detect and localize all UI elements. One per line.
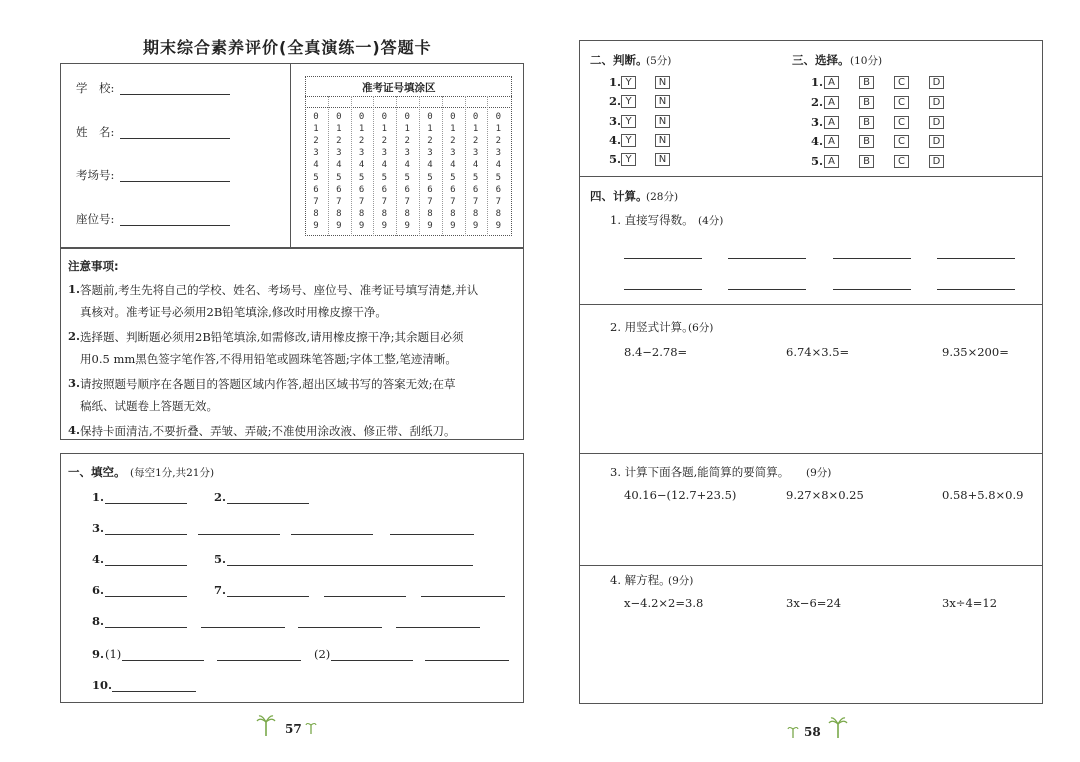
- grid-digit-bubble[interactable]: 6: [381, 184, 388, 195]
- grid-digit-bubble[interactable]: 3: [495, 148, 502, 159]
- grid-digit-bubble[interactable]: 1: [313, 124, 319, 135]
- calc-title: 四、计算。: [590, 189, 648, 203]
- judge-option-y[interactable]: Y: [621, 95, 636, 108]
- grid-digit-bubble[interactable]: 2: [495, 136, 502, 147]
- palm-tree-icon: [828, 716, 848, 738]
- judge-option-n[interactable]: N: [655, 153, 670, 166]
- grid-digit-bubble[interactable]: 8: [495, 208, 502, 219]
- choice-option-d[interactable]: D: [929, 96, 944, 109]
- blank-q10-num: 10.: [92, 678, 113, 692]
- grid-digit-bubble[interactable]: 5: [472, 172, 479, 183]
- calc-q4-item-2: 3x−6=24: [786, 596, 842, 610]
- section-divider-1: [579, 176, 1043, 177]
- grid-digit-bubble[interactable]: 2: [427, 136, 433, 147]
- choice-option-b[interactable]: B: [859, 96, 874, 109]
- grid-digit-bubble[interactable]: 2: [472, 136, 479, 147]
- calc-q1-answer-1[interactable]: [624, 258, 702, 259]
- notice-item-3-num: 3.: [68, 376, 81, 390]
- judge-option-y[interactable]: Y: [621, 134, 636, 147]
- calc-q1-answer-5[interactable]: [624, 289, 702, 290]
- calc-q1-answer-4[interactable]: [937, 258, 1015, 259]
- grid-digit-bubble[interactable]: 2: [313, 136, 319, 147]
- grid-digit-bubble[interactable]: 9: [336, 220, 342, 231]
- notice-item-1-num: 1.: [68, 282, 81, 296]
- choice-q-num: 1.: [811, 75, 824, 89]
- calc-q1-answer-6[interactable]: [728, 289, 806, 290]
- blank-q7-num: 7.: [214, 583, 227, 597]
- name-label: 姓 名:: [76, 125, 115, 139]
- grid-digit-bubble[interactable]: 5: [495, 172, 502, 183]
- grid-digit-bubble[interactable]: 2: [381, 136, 388, 147]
- grid-digit-bubble[interactable]: 0: [336, 112, 342, 122]
- grid-digit-bubble[interactable]: 7: [313, 196, 319, 207]
- grid-digit-bubble[interactable]: 9: [472, 220, 479, 231]
- calc-q3-title: 3. 计算下面各题,能简算的要简算。: [610, 465, 790, 479]
- judge-q-num: 4.: [609, 132, 622, 147]
- name-field[interactable]: [120, 138, 230, 139]
- grid-digit-bubble[interactable]: 8: [313, 208, 319, 219]
- grid-digit-bubble[interactable]: 5: [427, 172, 433, 183]
- choice-option-b[interactable]: B: [859, 76, 874, 89]
- calc-q2-item-1: 8.4−2.78=: [624, 345, 688, 359]
- choice-option-a[interactable]: A: [824, 116, 839, 129]
- blank-q2-num: 2.: [214, 490, 227, 504]
- grid-digit-bubble[interactable]: 8: [358, 208, 365, 219]
- palm-tree-icon: [256, 714, 276, 736]
- grid-digit-bubble[interactable]: 1: [427, 124, 433, 135]
- calc-q2-item-3: 9.35×200=: [942, 345, 1009, 359]
- judge-option-n[interactable]: N: [655, 115, 670, 128]
- grid-digit-bubble[interactable]: 8: [381, 208, 388, 219]
- grid-digit-bubble[interactable]: 1: [495, 124, 502, 135]
- grid-digit-bubble[interactable]: 3: [381, 148, 388, 159]
- choice-option-b[interactable]: B: [859, 116, 874, 129]
- judge-option-n[interactable]: N: [655, 95, 670, 108]
- calc-q1-answer-3[interactable]: [833, 258, 911, 259]
- grid-digit-bubble[interactable]: 7: [381, 196, 388, 207]
- notice-item-3-line1: 请按照题号顺序在各题目的答题区域内作答,超出区域书写的答案无效;在草: [80, 377, 456, 391]
- grid-digit-bubble[interactable]: 6: [427, 184, 433, 195]
- grid-digit-bubble[interactable]: 0: [404, 112, 410, 122]
- grid-digit-bubble[interactable]: 7: [495, 196, 502, 207]
- blank-q8-answer-2[interactable]: [201, 627, 285, 628]
- blank-q3-answer-1[interactable]: [105, 534, 187, 535]
- blank-q6-answer[interactable]: [105, 596, 187, 597]
- judge-option-n[interactable]: N: [655, 134, 670, 147]
- grid-digit-bubble[interactable]: 2: [404, 136, 410, 147]
- grid-digit-bubble[interactable]: 9: [358, 220, 365, 231]
- grid-digit-bubble[interactable]: 4: [381, 160, 388, 171]
- grid-digit-bubble[interactable]: 7: [358, 196, 365, 207]
- grid-column-divider: [373, 96, 374, 236]
- grid-digit-bubble[interactable]: 9: [450, 220, 456, 231]
- calc-q3-score: (9分): [806, 467, 832, 479]
- grid-digit-bubble[interactable]: 1: [336, 124, 342, 135]
- fill-blank-score: (每空1分,共21分): [130, 467, 215, 479]
- admission-grid-title: 准考证号填涂区: [362, 82, 436, 94]
- grid-digit-bubble[interactable]: 2: [358, 136, 365, 147]
- grid-column-divider: [487, 96, 488, 236]
- grid-digit-bubble[interactable]: 0: [313, 112, 319, 122]
- grid-digit-bubble[interactable]: 9: [427, 220, 433, 231]
- blank-q4-answer[interactable]: [105, 565, 187, 566]
- blank-q9-sub1-answer-1[interactable]: [122, 660, 204, 661]
- school-label: 学 校:: [76, 81, 115, 95]
- grid-column-divider: [396, 96, 397, 236]
- grid-digit-bubble[interactable]: 1: [450, 124, 456, 135]
- grid-column-divider: [328, 96, 329, 236]
- blank-q7-answer-3[interactable]: [421, 596, 505, 597]
- grid-digit-bubble[interactable]: 4: [358, 160, 365, 171]
- grid-digit-bubble[interactable]: 5: [358, 172, 365, 183]
- grid-digit-bubble[interactable]: 5: [336, 172, 342, 183]
- blank-q9-sub2-answer-1[interactable]: [331, 660, 413, 661]
- choice-option-c[interactable]: C: [894, 135, 909, 148]
- choice-score: (10分): [850, 55, 883, 67]
- grid-digit-bubble[interactable]: 9: [495, 220, 502, 231]
- grid-digit-bubble[interactable]: 2: [336, 136, 342, 147]
- calc-q2-score: (6分): [688, 322, 714, 334]
- choice-option-c[interactable]: C: [894, 116, 909, 129]
- grid-digit-bubble[interactable]: 3: [472, 148, 479, 159]
- grid-digit-bubble[interactable]: 6: [495, 184, 502, 195]
- fill-blank-section: [60, 453, 524, 703]
- grid-column-divider: [419, 96, 420, 236]
- grid-digit-bubble[interactable]: 5: [450, 172, 456, 183]
- choice-q-num: 3.: [811, 114, 824, 129]
- grid-digit-bubble[interactable]: 7: [404, 196, 410, 207]
- blank-q4-num: 4.: [92, 552, 105, 566]
- blank-q8-answer-4[interactable]: [396, 627, 480, 628]
- grid-digit-bubble[interactable]: 8: [404, 208, 410, 219]
- blank-q3-num: 3.: [92, 521, 105, 535]
- grid-digit-bubble[interactable]: 6: [336, 184, 342, 195]
- blank-q1-num: 1.: [92, 490, 105, 504]
- judge-q-num: 1.: [609, 75, 622, 89]
- blank-q7-answer-2[interactable]: [324, 596, 406, 597]
- grid-digit-bubble[interactable]: 4: [495, 160, 502, 171]
- calc-q1-answer-8[interactable]: [937, 289, 1015, 290]
- blank-q6-num: 6.: [92, 583, 105, 597]
- choice-option-d[interactable]: D: [929, 155, 944, 168]
- grid-digit-bubble[interactable]: 9: [313, 220, 319, 231]
- exam-room-label: 考场号:: [76, 168, 115, 182]
- blank-q5-num: 5.: [214, 552, 227, 566]
- calc-q1-answer-7[interactable]: [833, 289, 911, 290]
- grid-digit-bubble[interactable]: 3: [450, 148, 456, 159]
- grid-digit-bubble[interactable]: 1: [381, 124, 388, 135]
- calc-q3-item-1: 40.16−(12.7+23.5): [624, 488, 737, 502]
- notice-item-1-line2: 真核对。准考证号必须用2B铅笔填涂,修改时用橡皮擦干净。: [80, 305, 387, 319]
- blank-q3-answer-2[interactable]: [198, 534, 280, 535]
- choice-option-c[interactable]: C: [894, 76, 909, 89]
- judge-title: 二、判断。: [590, 53, 648, 67]
- grid-digit-bubble[interactable]: 4: [404, 160, 410, 171]
- grid-digit-bubble[interactable]: 0: [472, 112, 479, 122]
- grid-digit-bubble[interactable]: 1: [358, 124, 365, 135]
- calc-q2-title: 2. 用竖式计算。: [610, 320, 694, 334]
- grid-column-divider: [465, 96, 466, 236]
- blank-q9-sub1-answer-2[interactable]: [217, 660, 301, 661]
- calc-q3-item-2: 9.27×8×0.25: [786, 488, 864, 502]
- grid-digit-bubble[interactable]: 8: [427, 208, 433, 219]
- judge-q-num: 2.: [609, 94, 622, 109]
- choice-title: 三、选择。: [792, 53, 850, 67]
- notice-item-4-line1: 保持卡面清洁,不要折叠、弄皱、弄破;不准使用涂改液、修正带、刮纸刀。: [80, 424, 456, 438]
- grid-digit-bubble[interactable]: 6: [313, 184, 319, 195]
- calc-score: (28分): [646, 191, 679, 203]
- grid-digit-bubble[interactable]: 4: [427, 160, 433, 171]
- sprout-icon: [305, 720, 317, 734]
- grid-digit-bubble[interactable]: 3: [427, 148, 433, 159]
- grid-entry-line: [305, 107, 512, 108]
- choice-option-d[interactable]: D: [929, 135, 944, 148]
- info-divider: [290, 63, 291, 248]
- calc-q1-title: 1. 直接写得数。: [610, 213, 694, 227]
- grid-digit-bubble[interactable]: 5: [404, 172, 410, 183]
- notice-item-4-num: 4.: [68, 423, 81, 437]
- choice-q-num: 5.: [811, 154, 824, 169]
- choice-option-d[interactable]: D: [929, 76, 944, 89]
- grid-digit-bubble[interactable]: 9: [381, 220, 388, 231]
- school-field[interactable]: [120, 94, 230, 95]
- notice-title: 注意事项:: [68, 259, 119, 273]
- grid-digit-bubble[interactable]: 4: [336, 160, 342, 171]
- blank-q9-num: 9.: [92, 647, 105, 661]
- judge-option-y[interactable]: Y: [621, 76, 636, 89]
- section-divider-4: [579, 565, 1043, 566]
- grid-digit-bubble[interactable]: 8: [472, 208, 479, 219]
- grid-digit-bubble[interactable]: 0: [495, 112, 502, 122]
- calc-q1-answer-2[interactable]: [728, 258, 806, 259]
- blank-q9-sub1-label: (1): [105, 647, 122, 661]
- blank-q7-answer-1[interactable]: [227, 596, 309, 597]
- judge-q-num: 3.: [609, 113, 622, 128]
- blank-q8-answer-3[interactable]: [298, 627, 382, 628]
- grid-digit-bubble[interactable]: 2: [450, 136, 456, 147]
- seat-field[interactable]: [120, 225, 230, 226]
- blank-q3-answer-4[interactable]: [390, 534, 474, 535]
- choice-option-a[interactable]: A: [824, 96, 839, 109]
- seat-label: 座位号:: [76, 212, 115, 226]
- exam-room-field[interactable]: [120, 181, 230, 182]
- grid-digit-bubble[interactable]: 6: [358, 184, 365, 195]
- choice-option-b[interactable]: B: [859, 135, 874, 148]
- blank-q5-answer[interactable]: [227, 565, 473, 566]
- grid-digit-bubble[interactable]: 0: [427, 112, 433, 122]
- grid-digit-bubble[interactable]: 5: [381, 172, 388, 183]
- choice-option-a[interactable]: A: [824, 155, 839, 168]
- calc-q2-item-2: 6.74×3.5=: [786, 345, 850, 359]
- choice-option-b[interactable]: B: [859, 155, 874, 168]
- grid-digit-bubble[interactable]: 7: [427, 196, 433, 207]
- grid-digit-bubble[interactable]: 6: [404, 184, 410, 195]
- choice-q-num: 2.: [811, 94, 824, 109]
- grid-digit-bubble[interactable]: 5: [313, 172, 319, 183]
- grid-digit-bubble[interactable]: 3: [404, 148, 410, 159]
- grid-digit-bubble[interactable]: 3: [358, 148, 365, 159]
- calc-q4-item-1: x−4.2×2=3.8: [624, 596, 704, 610]
- calc-q1-score: (4分): [698, 215, 724, 227]
- section-divider-2: [579, 304, 1043, 305]
- blank-q2-answer[interactable]: [227, 503, 309, 504]
- blank-q9-sub2-answer-2[interactable]: [425, 660, 509, 661]
- page-title: 期末综合素养评价(全真演练一)答题卡: [143, 38, 432, 57]
- notice-item-2-line2: 用0.5 mm黑色签字笔作答,不得用铅笔或圆珠笔答题;字体工整,笔迹清晰。: [80, 352, 457, 366]
- section-divider-3: [579, 453, 1043, 454]
- fill-blank-title: 一、填空。: [68, 465, 126, 479]
- grid-header-line: [305, 96, 512, 97]
- grid-digit-bubble[interactable]: 8: [450, 208, 456, 219]
- blank-q1-answer[interactable]: [105, 503, 187, 504]
- grid-digit-bubble[interactable]: 4: [450, 160, 456, 171]
- choice-option-c[interactable]: C: [894, 96, 909, 109]
- notice-item-3-line2: 稿纸、试题卷上答题无效。: [80, 399, 218, 413]
- choice-option-d[interactable]: D: [929, 116, 944, 129]
- judge-score: (5分): [646, 55, 672, 67]
- calc-q3-item-3: 0.58+5.8×0.9: [942, 488, 1024, 502]
- blank-q10-answer[interactable]: [112, 691, 196, 692]
- page-number-left: 57: [285, 722, 302, 736]
- grid-digit-bubble[interactable]: 0: [450, 112, 456, 122]
- grid-digit-bubble[interactable]: 7: [336, 196, 342, 207]
- judge-option-n[interactable]: N: [655, 76, 670, 89]
- grid-digit-bubble[interactable]: 9: [404, 220, 410, 231]
- choice-q-num: 4.: [811, 134, 824, 149]
- grid-digit-bubble[interactable]: 4: [313, 160, 319, 171]
- choice-option-c[interactable]: C: [894, 155, 909, 168]
- grid-digit-bubble[interactable]: 7: [450, 196, 456, 207]
- grid-digit-bubble[interactable]: 3: [313, 148, 319, 159]
- grid-digit-bubble[interactable]: 0: [358, 112, 365, 122]
- calc-q4-title: 4. 解方程。: [610, 573, 671, 587]
- notice-item-1-line1: 答题前,考生先将自己的学校、姓名、考场号、座位号、准考证号填写清楚,并认: [80, 283, 479, 297]
- notice-item-2-num: 2.: [68, 329, 81, 343]
- calc-q4-score: (9分): [668, 575, 694, 587]
- choice-option-a[interactable]: A: [824, 76, 839, 89]
- judge-option-y[interactable]: Y: [621, 115, 636, 128]
- grid-column-divider: [351, 96, 352, 236]
- grid-digit-bubble[interactable]: 6: [472, 184, 479, 195]
- judge-q-num: 5.: [609, 152, 622, 167]
- blank-q9-sub2-label: (2): [314, 647, 331, 661]
- blank-q8-answer-1[interactable]: [105, 627, 187, 628]
- grid-digit-bubble[interactable]: 6: [450, 184, 456, 195]
- sprout-icon: [787, 724, 799, 738]
- calc-q4-item-3: 3x÷4=12: [942, 596, 998, 610]
- notice-item-2-line1: 选择题、判断题必须用2B铅笔填涂,如需修改,请用橡皮擦干净;其余题目必须: [80, 330, 464, 344]
- grid-digit-bubble[interactable]: 3: [336, 148, 342, 159]
- grid-column-divider: [442, 96, 443, 236]
- grid-digit-bubble[interactable]: 1: [472, 124, 479, 135]
- choice-option-a[interactable]: A: [824, 135, 839, 148]
- judge-option-y[interactable]: Y: [621, 153, 636, 166]
- blank-q8-num: 8.: [92, 614, 105, 628]
- page-number-right: 58: [804, 725, 821, 739]
- grid-digit-bubble[interactable]: 7: [472, 196, 479, 207]
- blank-q3-answer-3[interactable]: [291, 534, 373, 535]
- grid-digit-bubble[interactable]: 0: [381, 112, 388, 122]
- grid-digit-bubble[interactable]: 1: [404, 124, 410, 135]
- grid-digit-bubble[interactable]: 8: [336, 208, 342, 219]
- grid-digit-bubble[interactable]: 4: [472, 160, 479, 171]
